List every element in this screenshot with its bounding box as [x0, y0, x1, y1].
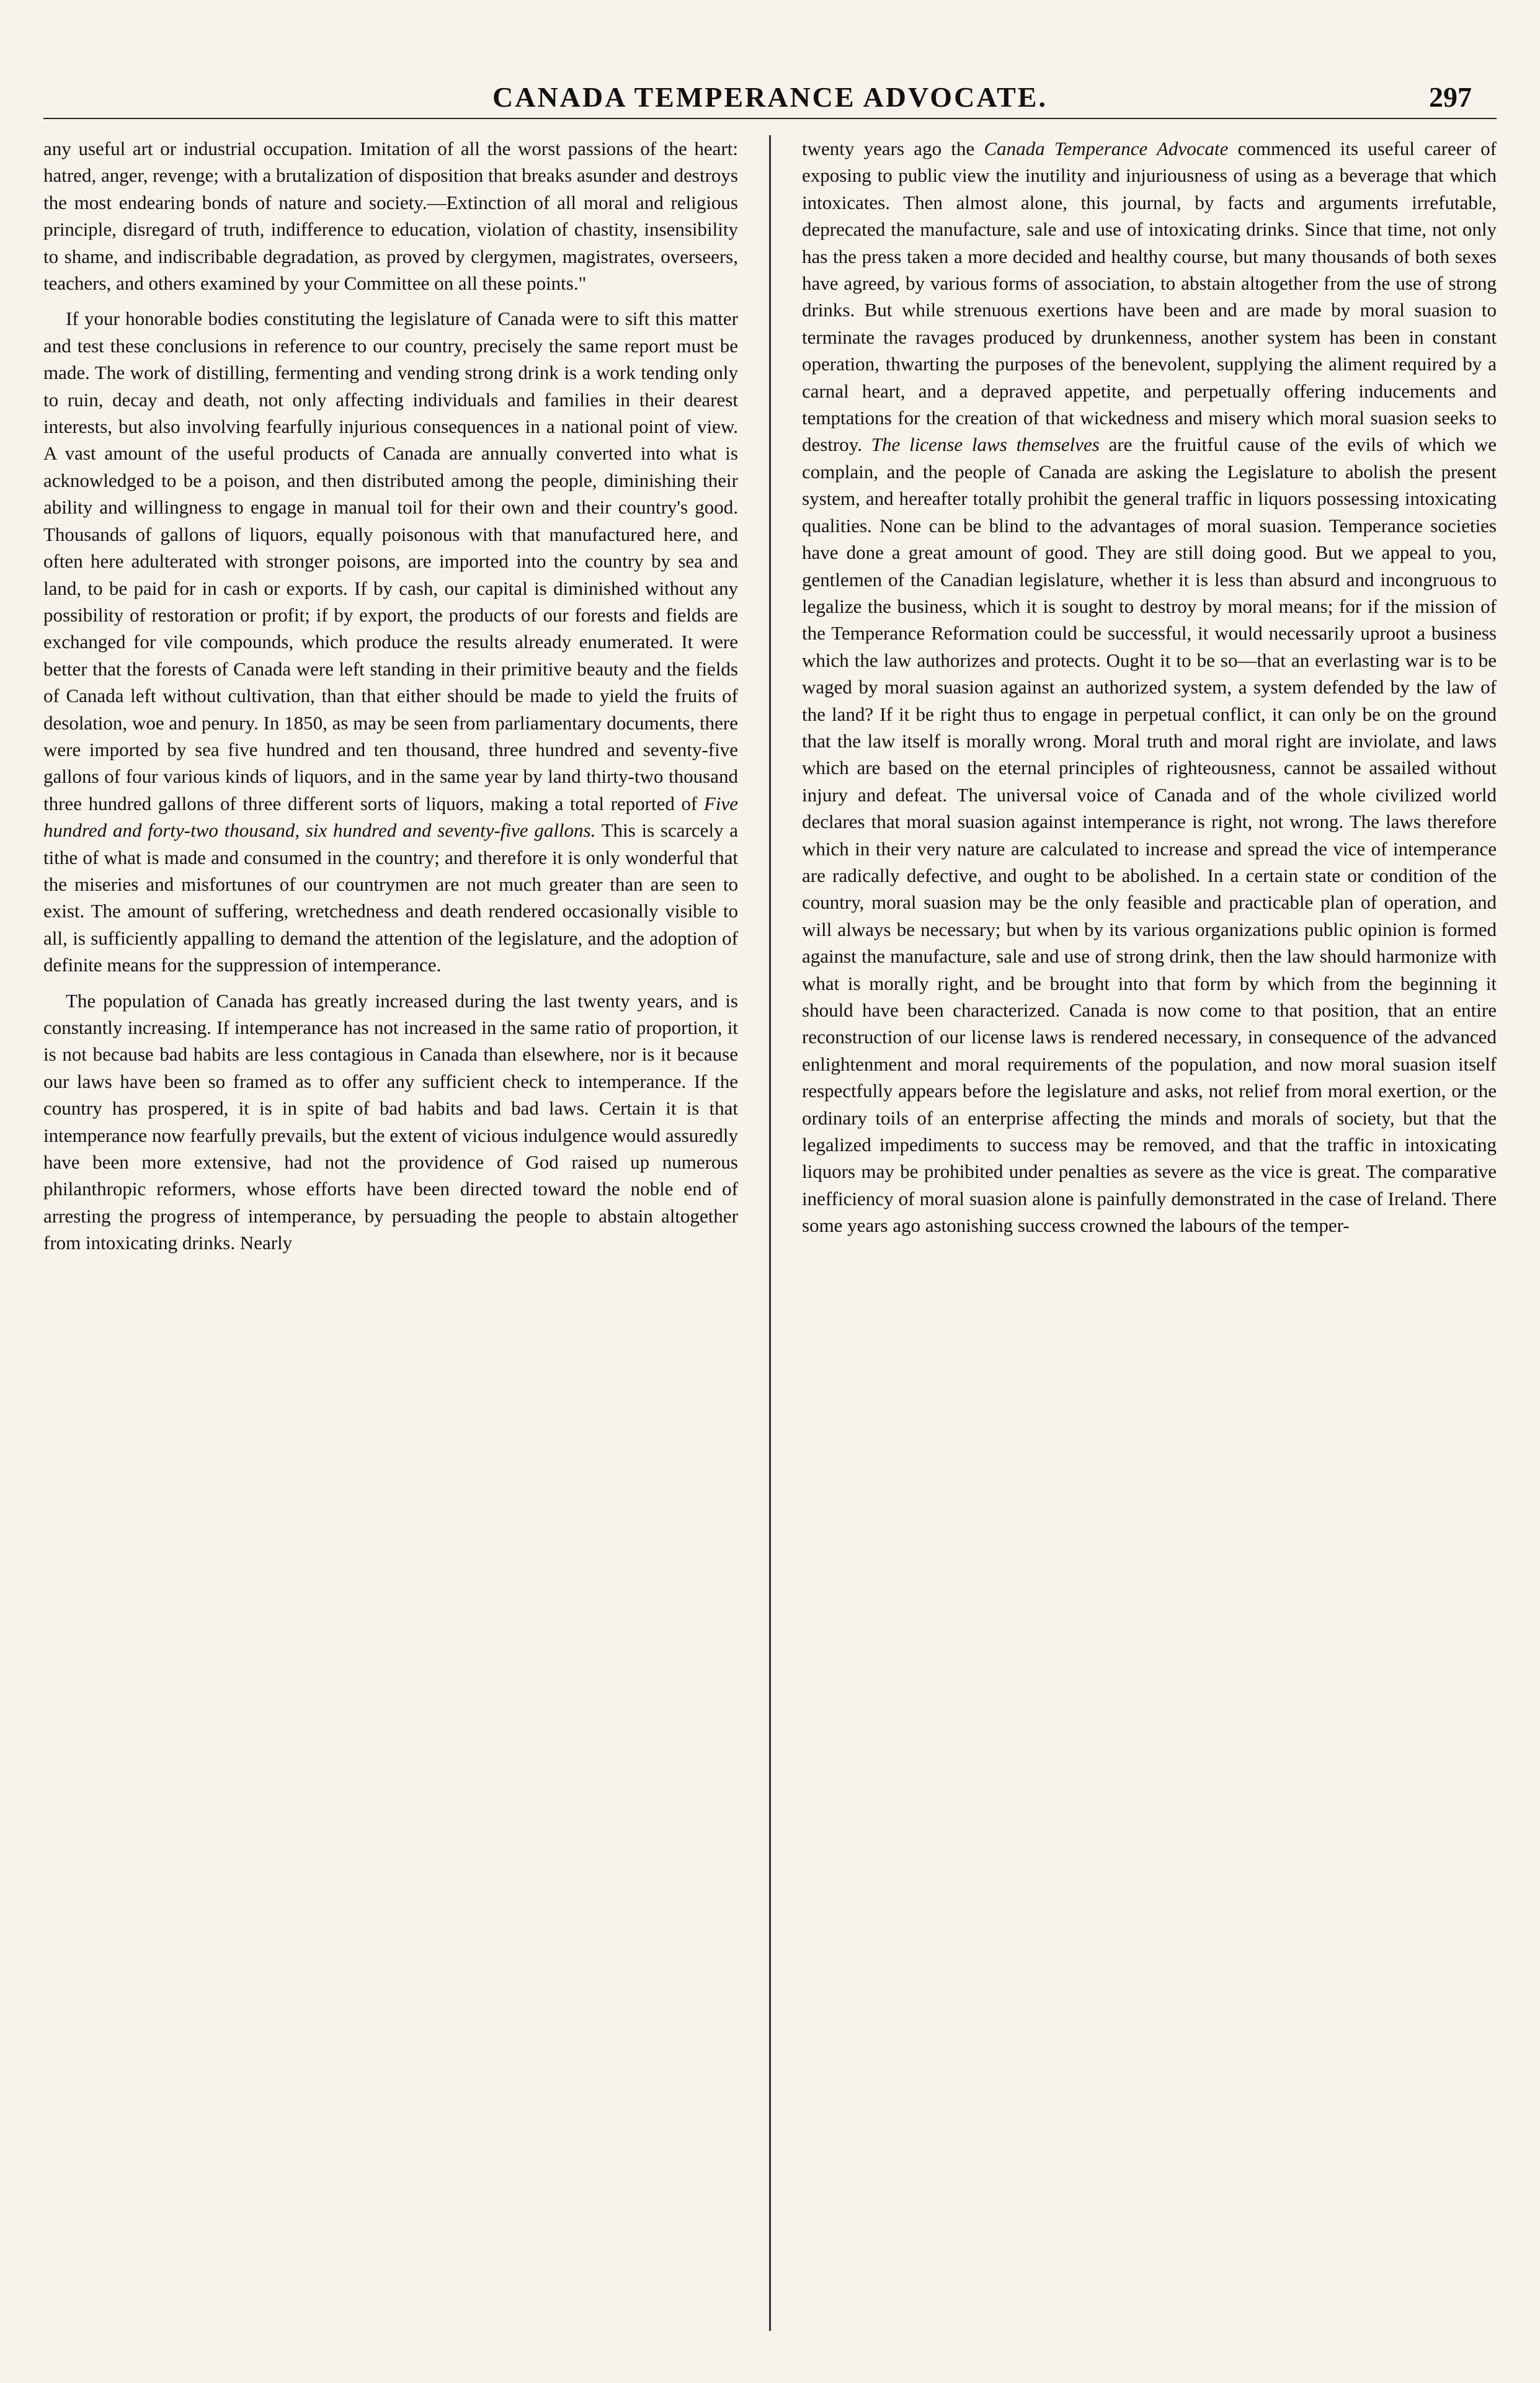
publication-title: CANADA TEMPERANCE ADVOCATE. [492, 81, 1048, 113]
right-paragraph-1-italic-phrase: The license laws themselves [871, 434, 1100, 456]
left-paragraph-1: any useful art or industrial occupation. Imitation of all the worst passions of the heart: hatred, anger, revenge; with a brutalization of disposition that breaks asunder and destroys the most endearing bonds of nature and society.—Extinction of all moral and religious principle, disregard of truth, indifference to education, violation of chastity, insensibility to shame, and indiscribable degradation, as proved by clergymen, magistrates, overseers, teachers, and others examined by your Committee on all these points." [43, 138, 738, 295]
page-header [43, 81, 1497, 119]
left-paragraph-2-italic: Five hundred and forty-two thousand, six hundred and seventy-five gallons. [43, 792, 738, 842]
column-divider [769, 135, 771, 2331]
left-paragraph-2 [43, 305, 738, 978]
page-number: 297 [1429, 81, 1472, 113]
right-paragraph-1-start: twenty years ago the [802, 138, 975, 159]
right-paragraph-1 [802, 135, 1497, 1239]
left-column [43, 135, 755, 2331]
right-paragraph-1-journal-name: Canada Temperance Advocate [984, 138, 1229, 159]
text-columns [43, 135, 1497, 2331]
left-paragraph-2-text: If your honorable bodies constituting the legislature of Canada were to sift this matter and test these conclusions in reference to our country, precisely the same report must be made. The work of distilling, fermenting and vending strong drink is a work tending only to ruin, decay and death, not only affecting individuals and families in their dearest interests, but also involving fearfully injurious consequences in a national point of view. A vast amount of the useful products of Canada are annually converted into what is acknowledged to be a poison, and then distributed among the people, diminishing their ability and willingness to engage in manual toil for their own and their country's good. Thousands of gallons of liquors, equally poisonous with that manufactured here, and often here adulterated with stronger poisons, are imported into the country by sea and land, to be paid for in cash or exports. If by cash, our capital is diminished without any possibility of restoration or profit; if by export, the products of our forests and fields are exchanged for vile compounds, which produce the results already enumerated. It were better that the forests of Canada were left standing in their primitive beauty and the fields of Canada left without cultivation, than that either should be made to yield the fruits of desolation, woe and penury. In 1850, as may be seen from parliamentary documents, there were imported by sea five hundred and ten thousand, three hundred and seventy-five gallons of four various kinds of liquors, and in the same year by land thirty-two thousand three hundred gallons of three different sorts of liquors, making a total reported of [43, 308, 738, 814]
right-column [785, 135, 1497, 2331]
right-paragraph-1-end: are the fruitful cause of the evils of which we complain, and the people of Canada are asking the Legislature to abolish the present system, and hereafter totally prohibit the general traffic in liquors possessing intoxicating qualities. None can be blind to the advantages of moral suasion. Temperance societies have done a great amount of good. They are still doing good. But we appeal to you, gentlemen of the Canadian legislature, whether it is less than absurd and incongruous to legalize the business, which it is sought to destroy by moral means; for if the mission of the Temperance Reformation could be successful, it would necessarily uproot a business which the law authorizes and protects. Ought it to be so—that an everlasting war is to be waged by moral suasion against an authorized system, a system defended by the law of the land? If it be right thus to engage in perpetual conflict, it can only be on the ground that the law itself is morally wrong. Moral truth and moral right are inviolate, and laws which are based on the eternal principles of righteousness, cannot be assailed without injury and defeat. The universal voice of Canada and of the whole civilized world declares that moral suasion against intemperance is right, not wrong. The laws therefore which in their very nature are calculated to increase and spread the vice of intemperance are radically defective, and ought to be abolished. In a certain state or condition of the country, moral suasion may be the only feasible and practicable plan of operation, and will always be necessary; but when by its various organizations public opinion is formed against the manufacture, sale and use of strong drink, then the law should harmonize with what is morally right, and be brought into that form by which from the beginning it should have been characterized. Canada is now come to that position, that an entire reconstruction of our license laws is rendered necessary, in consequence of the advanced enlightenment and moral requirements of the population, and now moral suasion itself respectfully appears before the legislature and asks, not relief from moral exertion, or the ordinary toils of an enterprise affecting the minds and morals of society, but that the legalized impediments to success may be removed, and that the traffic in intoxicating liquors may be prohibited under penalties as severe as the vice is great. The comparative inefficiency of moral suasion alone is painfully demonstrated in the case of Ireland. There some years ago astonishing success crowned the labours of the temper- [802, 434, 1497, 1237]
left-paragraph-3: The population of Canada has greatly increased during the last twenty years, and is constantly increasing. If intemperance has not increased in the same ratio of proportion, it is not because bad habits are less contagious in Canada than elsewhere, nor is it because our laws have been so framed as to offer any sufficient check to intemperance. If the country has prospered, it is in spite of bad habits and bad laws. Certain it is that intemperance now fearfully prevails, but the extent of vicious indulgence would assuredly have been more extensive, had not the providence of God raised up numerous philanthropic reformers, whose efforts have been directed toward the noble end of arresting the progress of intemperance, by persuading the people to abstain altogether from intoxicating drinks. Nearly [43, 989, 738, 1254]
right-paragraph-1-text: commenced its useful career of exposing to public view the inutility and injuriousness of using as a beverage that which intoxicates. Then almost alone, this journal, by facts and arguments irrefutable, deprecated the manufacture, sale and use of intoxicating drinks. Since that time, not only has the press taken a more decided and healthy course, but many thousands of both sexes have agreed, by various forms of association, to abstain altogether from the use of strong drinks. But while strenuous exertions have been and are made by moral suasion to terminate the ravages produced by drunkenness, another system has been in constant operation, thwarting the purposes of the benevolent, supplying the aliment required by a carnal heart, and a depraved appetite, and perpetually offering inducements and temptations for the creation of that wickedness and misery which moral suasion seeks to destroy. [802, 138, 1497, 456]
left-paragraph-2-end: This is scarcely a tithe of what is made and consumed in the country; and therefore it is only wonderful that the miseries and misfortunes of our countrymen are not much greater than are seen to exist. The amount of suffering, wretchedness and death rendered occasionally visible to all, is sufficiently appalling to demand the attention of the legislature, and the adoption of definite means for the suppression of intemperance. [43, 819, 738, 976]
